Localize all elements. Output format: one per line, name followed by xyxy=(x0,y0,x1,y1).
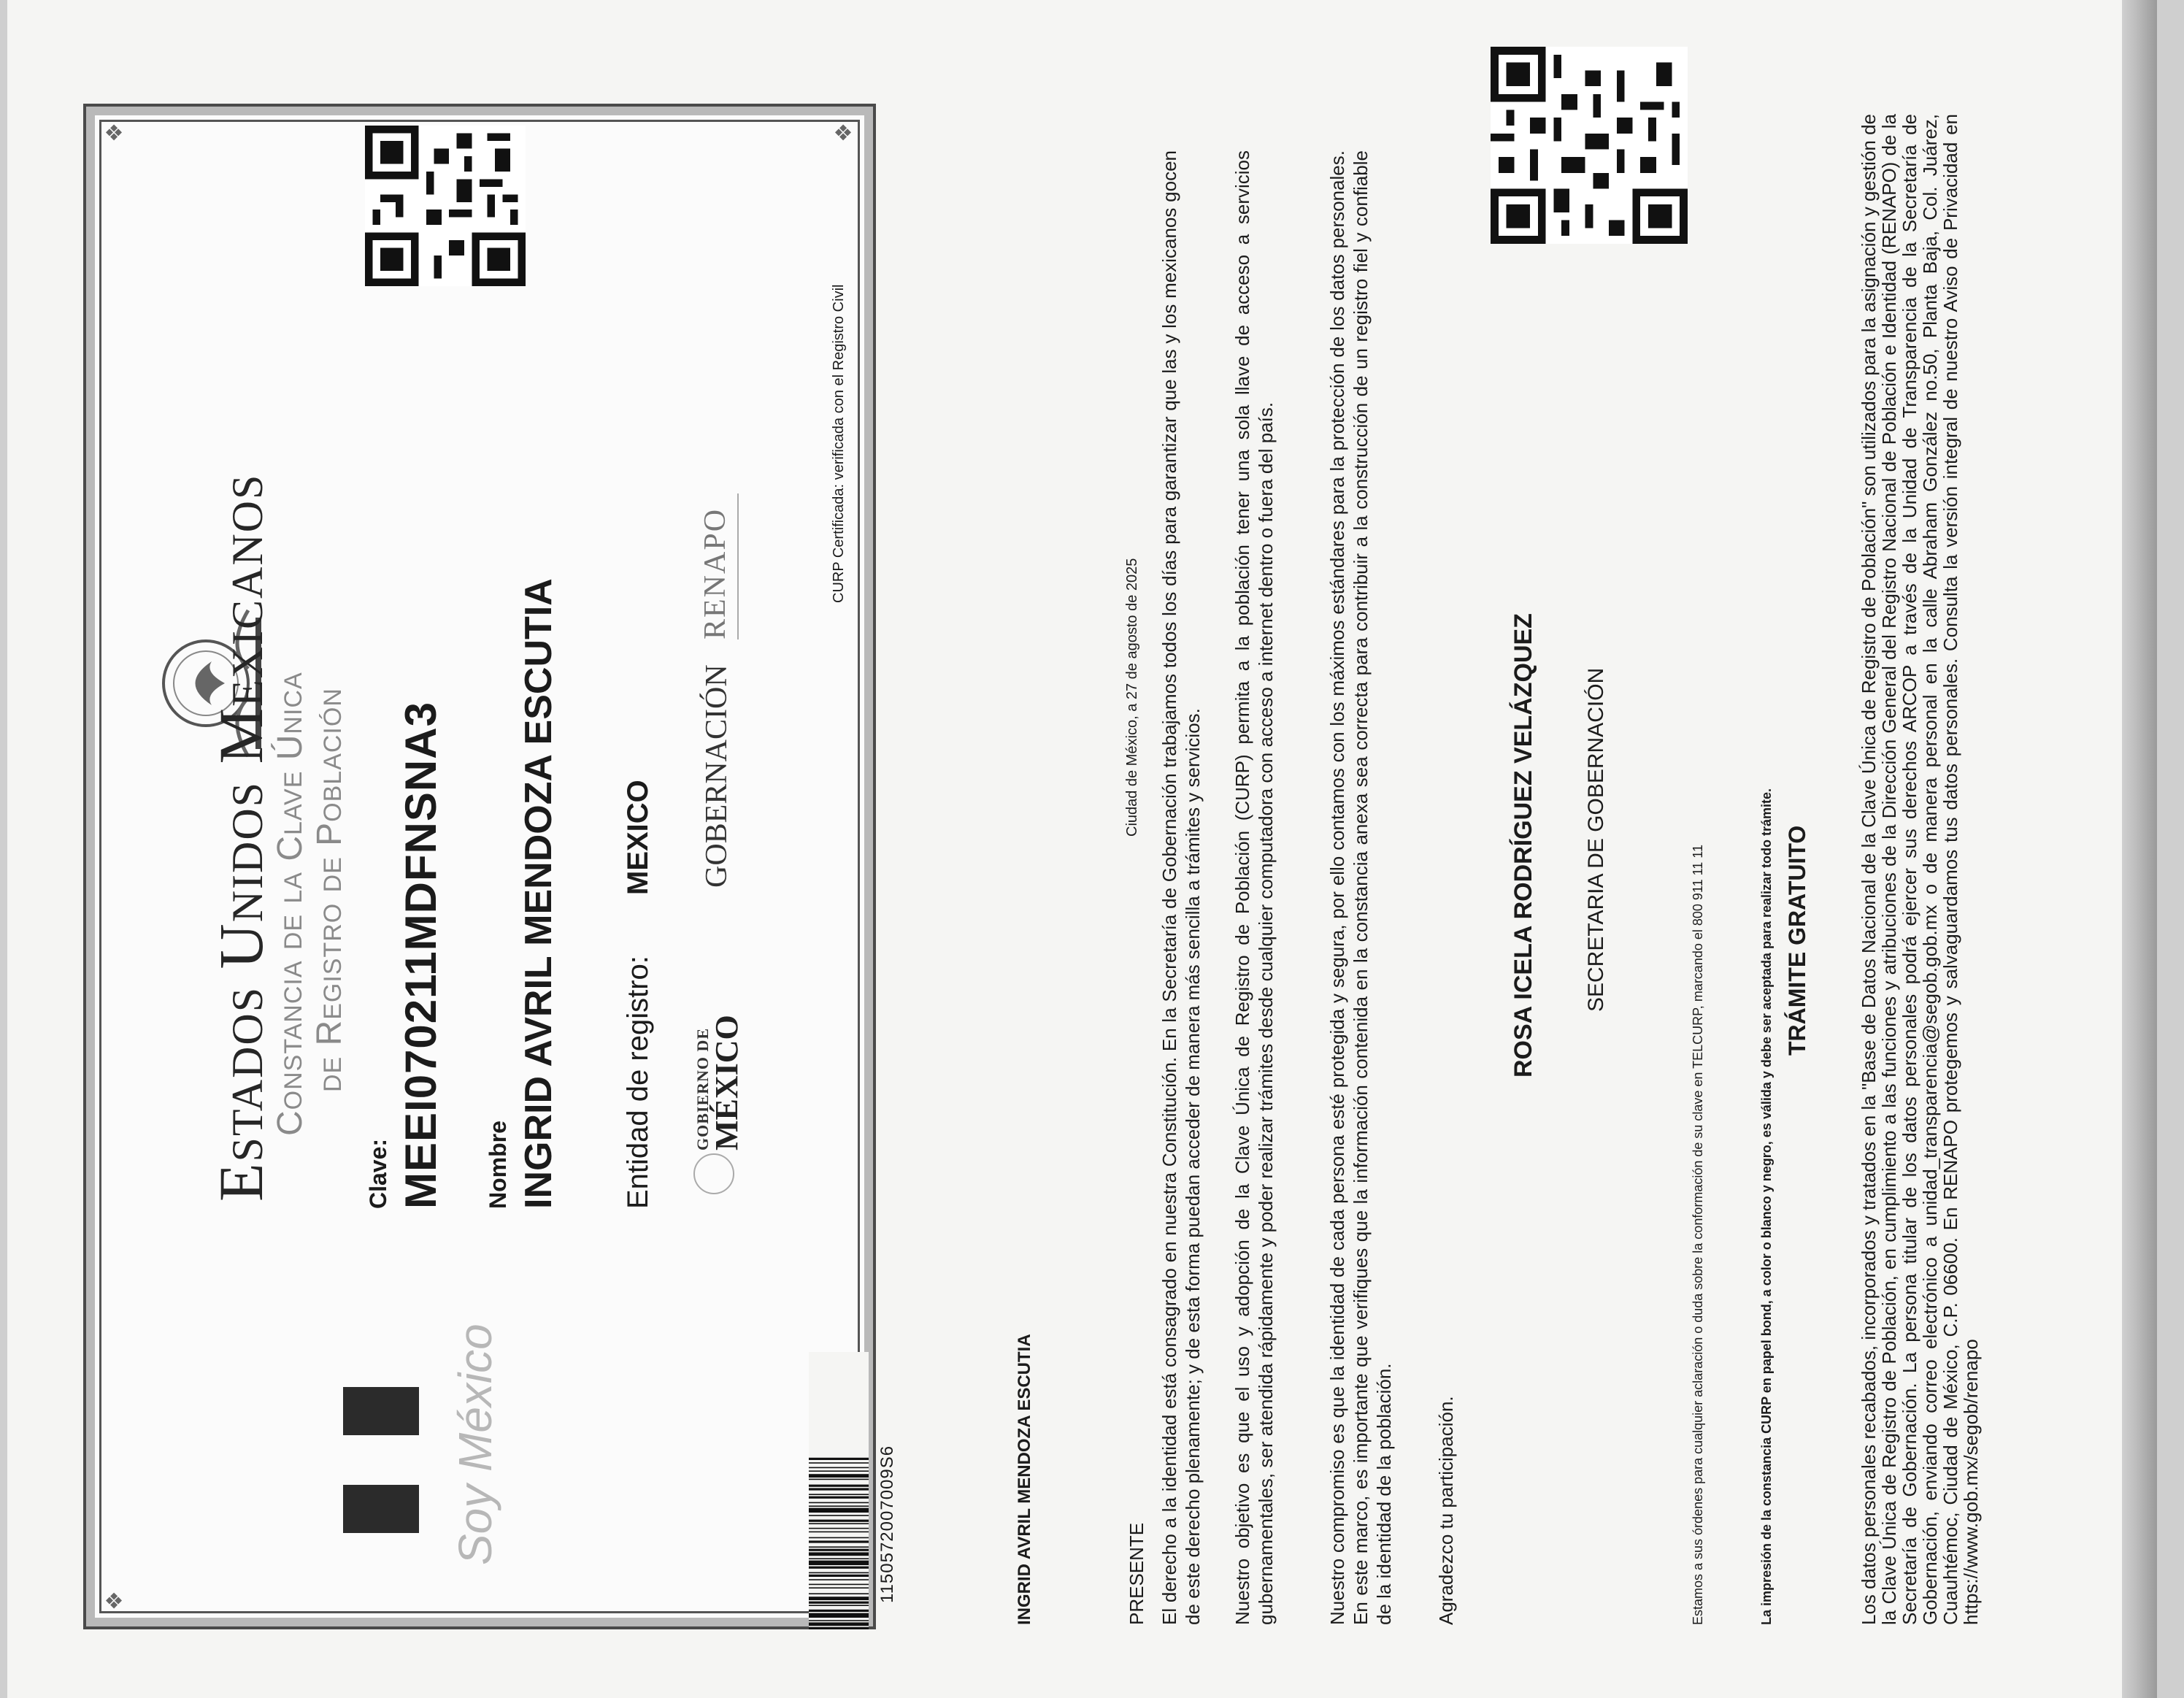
nombre-value: INGRID AVRIL MENDOZA ESCUTIA xyxy=(518,578,560,1209)
card-title: Estados Unidos Mexicanos xyxy=(206,473,276,1202)
nombre-label: Nombre xyxy=(485,1121,511,1209)
letter-paragraph: El derecho a la identidad está consagrado en nuestra Constitución. En la Secretaría de Gobernación trabajamos todos los días para garantizar que las y los mexicanos gocen de este derecho plenamente; y de esta forma puedan acceder de manera más sencilla a trámites y servicios. xyxy=(1158,150,1204,1625)
letter-paragraph: Nuestro objetivo es que el uso y adopción de la Clave Única de Registro de Población (CURP) permita a la población tener una sola llave de acceso a servicios gubernamentales, ser atendida rápidamente y poder realizar trámites desde cualquier computadora con acceso a internet dentro o fuera del país. xyxy=(1231,150,1277,1625)
entidad-value: MEXICO xyxy=(622,780,654,895)
signer-name: ROSA ICELA RODRÍGUEZ VELÁZQUEZ xyxy=(1510,613,1537,1077)
soy-mexico-tagline: Soy México xyxy=(449,1324,501,1565)
qr-code-icon xyxy=(1491,47,1688,244)
card-subtitle-line1: Constancia de la Clave Única xyxy=(271,672,309,1136)
paper-sheet xyxy=(7,0,2157,1698)
telcurp-note: Estamos a sus órdenes para cualquier aclaración o duda sobre la conformación de su clave en TELCURP, marcando el 800 911 11 11 xyxy=(1691,845,1705,1625)
gobierno-seal-icon xyxy=(693,1153,734,1194)
privacy-notice: Los datos personales recabados, incorporados y tratados en la "Base de Datos Nacional de la Clave Única de Registro de Población" son utilizados para la asignación y gestión de la Clave Única de Registro de Población, en cumplimiento a las funciones y atribuciones de la Dirección General del Registro Nacional de Población e Identidad (RENAPO) de la Secretaría de Gobernación. La persona titular de los datos personales podrá ejercer sus derechos ARCOP a través de la Unidad de Transparencia de la Secretaría de Gobernación, enviando correo electrónico a unidad_transparencia@segob.gob.mx o de manera personal en la calle Abraham González no.50, Planta Baja, Col. Juárez, Cuauhtémoc, Ciudad de México, C.P. 06600. En RENAPO protegemos y salvaguardamos tus datos personales. Consulta la versión integral de nuestro Aviso de Privacidad en https://www.gob.mx/segob/renapo xyxy=(1858,114,1982,1625)
renapo-logo: RENAPO xyxy=(699,507,732,639)
tramite-gratuito-heading: TRÁMITE GRATUITO xyxy=(1784,825,1810,1056)
signer-title: SECRETARIA DE GOBERNACIÓN xyxy=(1584,667,1608,1012)
corner-ornament: ❖ xyxy=(831,123,857,142)
qr-code-icon xyxy=(365,126,526,286)
clave-label: Clave: xyxy=(365,1138,391,1209)
renapo-underline xyxy=(737,493,745,639)
entidad-label: Entidad de registro: xyxy=(622,956,654,1209)
print-validity-note: La impresión de la constancia CURP en papel bond, a color o blanco y negro, es válida y debe ser aceptada para realizar todo trámite. xyxy=(1759,788,1774,1625)
gobierno-de-mexico-logo: GOBIERNO DE MÉXICO xyxy=(693,1015,745,1150)
clave-value: MEEI070211MDFNSNA3 xyxy=(396,702,445,1209)
letter-date: Ciudad de México, a 27 de agosto de 2025 xyxy=(1124,558,1140,837)
recipient-name: INGRID AVRIL MENDOZA ESCUTIA xyxy=(1015,1334,1034,1625)
curp-verified-note: CURP Certificada: verificada con el Registro Civil xyxy=(831,284,847,603)
curp-certificate-card xyxy=(83,104,876,1629)
letter-closing: Agradezco tu participación. xyxy=(1435,1396,1457,1625)
curp-document xyxy=(7,0,2184,1698)
letter-salutation: PRESENTE xyxy=(1126,1522,1147,1625)
corner-ornament: ❖ xyxy=(102,123,128,142)
gobernacion-logo: GOBERNACIÓN xyxy=(700,664,734,888)
card-subtitle-line2: de Registro de Población xyxy=(310,688,349,1092)
letter-paragraph: Nuestro compromiso es que la identidad de cada persona esté protegida y segura, por ello contamos con los máximos estándares para la protección de los datos personales. En este marco, es importante que verifiques que la información contenida en la constancia anexa sea correcta para contribuir a la construcción de un registro fiel y confiable de la identidad de la población. xyxy=(1326,150,1395,1625)
flag-stripes-logo xyxy=(343,1387,419,1533)
barcode-number: 1150572007009S6 xyxy=(877,1445,897,1603)
corner-ornament: ❖ xyxy=(102,1591,128,1610)
barcode-icon xyxy=(809,1352,869,1629)
